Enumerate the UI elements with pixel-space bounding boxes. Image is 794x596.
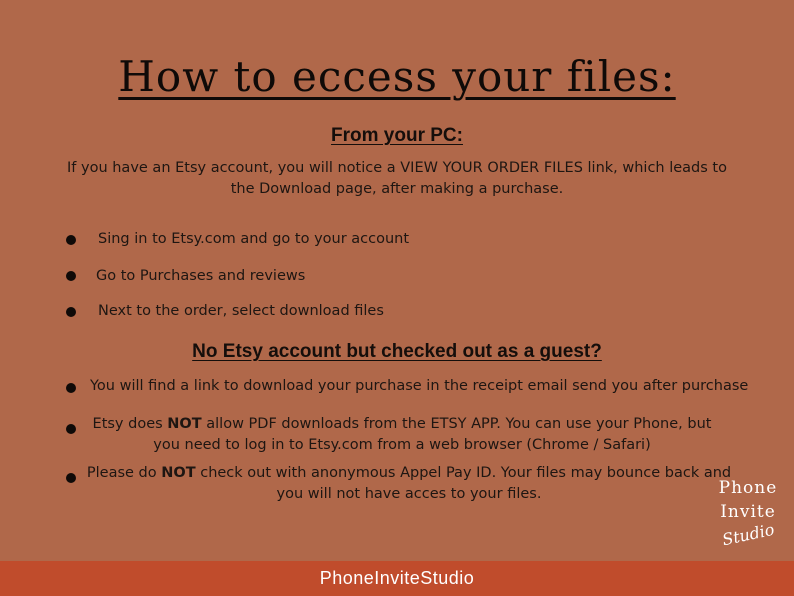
bullet-dot <box>66 307 76 317</box>
logo-line: Invite <box>720 502 776 522</box>
bullet-dot <box>66 473 76 483</box>
intro-text: If you have an Etsy account, you will notice a VIEW YOUR ORDER FILES link, which leads to the Download page, after making a purchase. <box>67 160 727 197</box>
pc-step-2: Go to Purchases and reviews <box>96 268 306 284</box>
guest-item-2 <box>86 414 718 456</box>
footer-band <box>0 561 794 596</box>
pc-step-1: Sing in to Etsy.com and go to your account <box>98 231 410 247</box>
heading-from-pc: From your PC: <box>331 125 463 146</box>
logo-line: Studio <box>720 519 776 550</box>
bullet-dot <box>66 383 76 393</box>
text-segment: Please do <box>86 465 162 481</box>
emphasis-not: NOT <box>161 465 196 481</box>
bullet-dot <box>66 235 76 245</box>
page-title: How to eccess your files: <box>118 52 676 101</box>
logo-line: Phone <box>718 478 778 498</box>
guest-item-1: You will find a link to download your purchase in the receipt email send you after purchase <box>90 378 749 394</box>
footer-brand: PhoneInviteStudio <box>319 568 475 588</box>
text-segment: allow PDF downloads from the ETSY APP. You can use your Phone, but you need to log in to Etsy.com from a web browser (Chrome / Safari) <box>153 416 712 453</box>
text-segment: Etsy does <box>92 416 168 432</box>
bullet-dot <box>66 271 76 281</box>
pc-step-3: Next to the order, select download files <box>98 303 384 319</box>
text-segment: check out with anonymous Appel Pay ID. Your files may bounce back and you will not have acces to your files. <box>195 465 732 502</box>
guest-item-3 <box>86 463 732 505</box>
heading-guest: No Etsy account but checked out as a guest? <box>192 341 602 362</box>
emphasis-not: NOT <box>167 416 202 432</box>
studio-logo <box>708 476 788 550</box>
bullet-dot <box>66 424 76 434</box>
